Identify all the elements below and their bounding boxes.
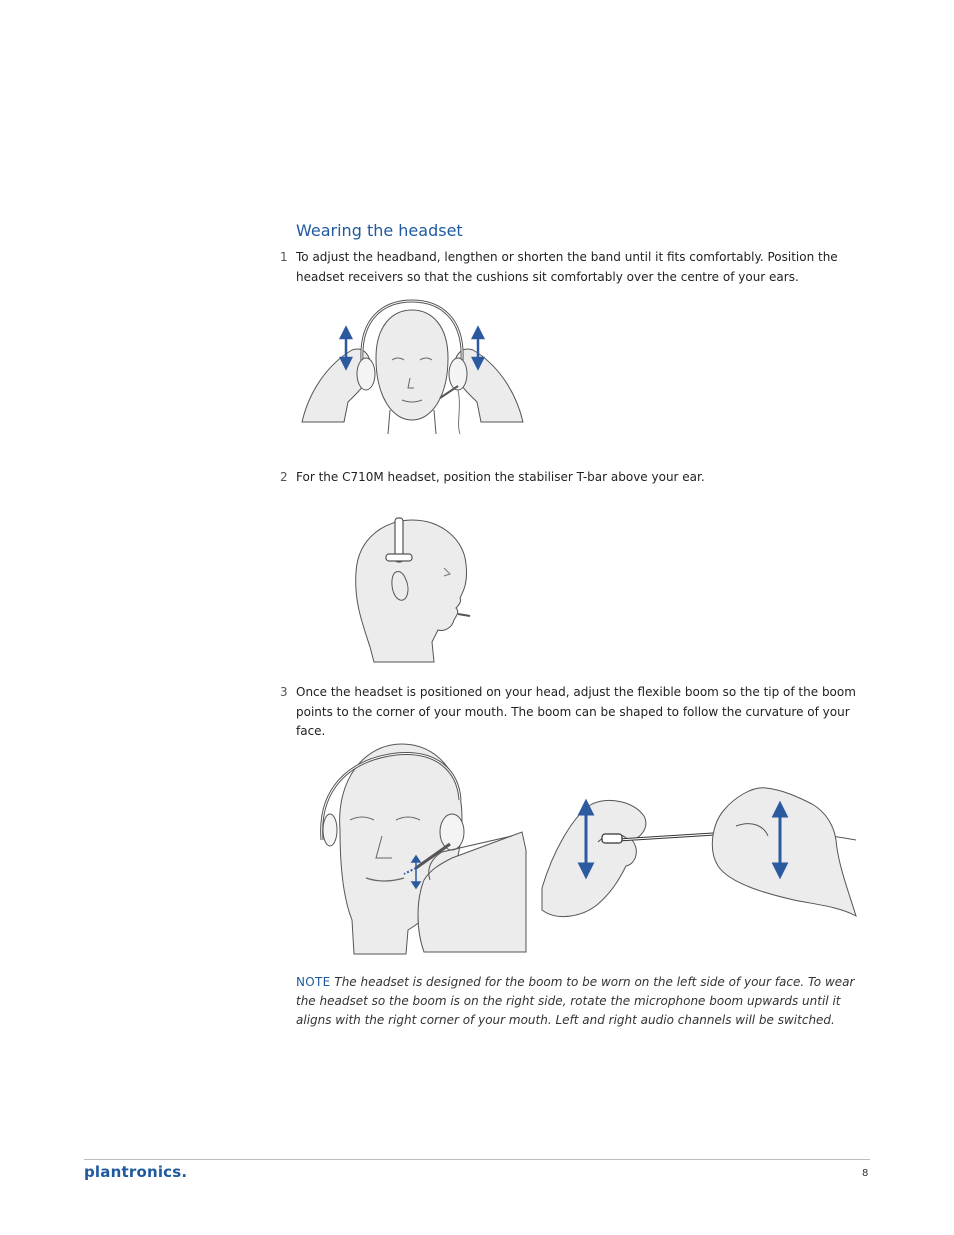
note-text: The headset is designed for the boom to be worn on the left side of your face. To wear the headset so the boom is on the right side, rotate the microphone boom upwards until it aligns with the right corner of your mouth. Left and right audio channels will be switched. [296, 975, 855, 1027]
step-1-number: 1 [280, 250, 288, 264]
t-bar-illustration [352, 512, 477, 667]
section-title: Wearing the headset [296, 221, 463, 240]
note-label: NOTE [296, 975, 331, 989]
page-number: 8 [862, 1168, 869, 1179]
brand-logo: plantronics. [84, 1163, 188, 1181]
step-2-number: 2 [280, 470, 288, 484]
boom-adjust-face-illustration [312, 740, 528, 956]
headband-adjust-illustration [300, 298, 525, 436]
step-1-text: To adjust the headband, lengthen or shorten the band until it fits comfortably. Position the headset receivers so that the cushions sit comfortably over the centre of your ears. [296, 250, 838, 284]
step-2-text: For the C710M headset, position the stabiliser T-bar above your ear. [296, 470, 705, 484]
boom-shaping-hands-illustration [538, 780, 860, 922]
step-3-number: 3 [280, 685, 288, 699]
note-block [296, 973, 876, 1030]
step-3-text: Once the headset is positioned on your head, adjust the flexible boom so the tip of the boom points to the corner of your mouth. The boom can be shaped to follow the curvature of your face. [296, 685, 856, 738]
footer-divider [84, 1159, 870, 1160]
